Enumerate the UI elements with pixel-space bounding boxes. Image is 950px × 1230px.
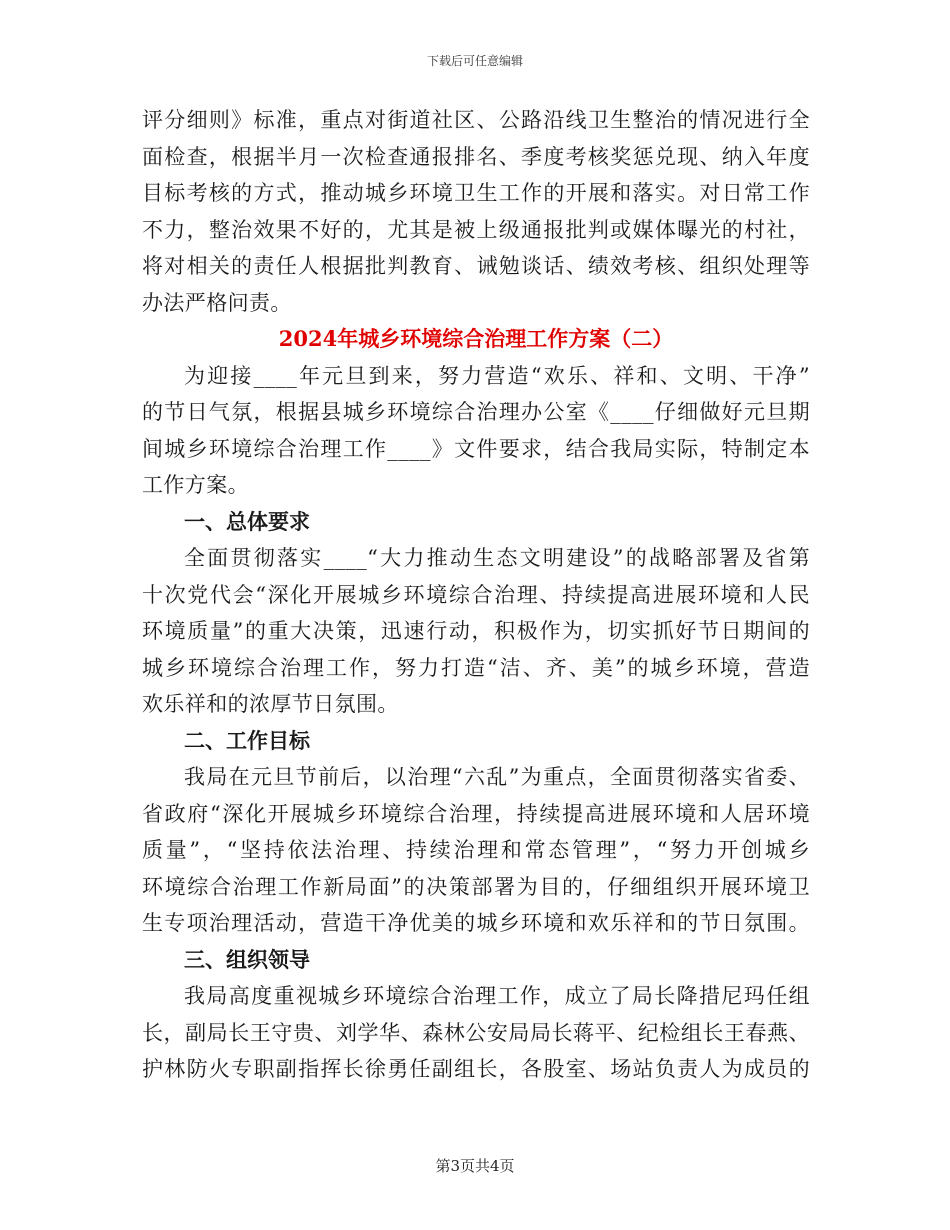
text-line: 全面贯彻落实____“大力推动生态文明建设”的战略部署及省第 [184,546,810,570]
paragraph-intro [142,102,810,321]
text-line: 城乡环境综合治理工作，努力打造“洁、齐、美”的城乡环境，营造 [142,655,810,680]
paragraph-work-goals [142,759,810,942]
paragraph-organization [142,978,810,1088]
text-line: 护林防火专职副指挥长徐勇任副组长，各股室、场站负责人为成员的 [142,1057,810,1081]
text-line: 质量”，“坚持依法治理、持续治理和常态管理”，“努力开创城乡 [142,838,810,862]
text-line: 将对相关的责任人根据批判教育、诫勉谈话、绩效考核、组织处理等 [142,254,810,278]
page-number: 第3页共4页 [435,1157,515,1175]
text-line: 环境综合治理工作新局面”的决策部署为目的，仔细组织开展环境卫 [142,874,810,899]
text-line: 办法严格问责。 [142,290,292,315]
text-line: 我局在元旦节前后，以治理“六乱”为重点，全面贯彻落实省委、 [184,765,810,789]
text-line: 环境质量”的重大决策，迅速行动，积极作为，切实抓好节日期间的 [142,619,810,643]
paragraph-opening [142,358,810,504]
text-line: 目标考核的方式，推动城乡环境卫生工作的开展和落实。对日常工作 [142,181,810,205]
section-heading-organization: 三、组织领导 [184,946,310,972]
paragraph-overall-requirements [142,540,810,723]
text-line: 长，副局长王守贵、刘学华、森林公安局局长蒋平、纪检组长王春燕、 [142,1020,810,1045]
text-line: 省政府“深化开展城乡环境综合治理，持续提高进展环境和人居环境 [142,801,810,826]
section-heading-work-goals: 二、工作目标 [184,727,310,753]
text-line: 生专项治理活动，营造干净优美的城乡环境和欢乐祥和的节日氛围。 [142,911,810,935]
document-title: 2024年城乡环境综合治理工作方案（二） [278,326,674,351]
text-line: 面检查，根据半月一次检查通报排名、季度考核奖惩兑现、纳入年度 [142,144,810,169]
text-line: 为迎接____年元旦到来，努力营造“欢乐、祥和、文明、干净” [184,363,810,388]
text-line: 十次党代会“深化开展城乡环境综合治理、持续提高进展环境和人民 [142,582,810,607]
text-line: 的节日气氛，根据县城乡环境综合治理办公室《____仔细做好元旦期 [142,400,810,424]
page-header-note: 下载后可任意编辑 [426,54,523,68]
text-line: 我局高度重视城乡环境综合治理工作，成立了局长降措尼玛任组 [184,984,810,1008]
text-line: 间城乡环境综合治理工作____》文件要求，结合我局实际，特制定本 [142,436,810,461]
section-heading-overall-requirements: 一、总体要求 [184,508,310,534]
text-line: 不力，整治效果不好的，尤其是被上级通报批判或媒体曝光的村社， [142,217,810,242]
text-line: 欢乐祥和的浓厚节日氛围。 [142,692,399,716]
document-body [142,102,810,1088]
text-line: 评分细则》标准，重点对街道社区、公路沿线卫生整治的情况进行全 [142,108,810,132]
text-line: 工作方案。 [142,473,249,497]
